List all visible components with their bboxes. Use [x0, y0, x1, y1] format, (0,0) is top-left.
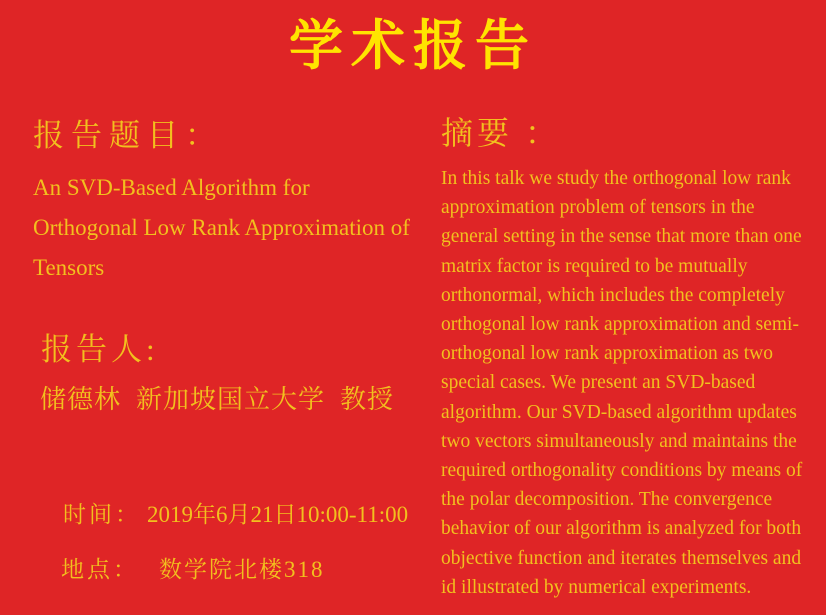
abstract-line-6: orthogonal low rank approximation and semi-	[441, 314, 799, 336]
speaker-name: 储德林 新加坡国立大学 教授	[40, 385, 395, 414]
time-value: 2019年6月21日10:00-11:00	[147, 502, 409, 527]
talk-title-label: 报告题目：	[33, 118, 223, 153]
poster-title: 学术报告	[289, 14, 537, 77]
talk-title-line-1: An SVD-Based Algorithm for	[33, 175, 310, 200]
abstract-line-10: two vectors simultaneously and maintains the	[441, 430, 797, 452]
location-label: 地点：	[61, 557, 139, 582]
abstract-line-8: special cases. We present an SVD-based	[441, 372, 756, 394]
location-value: 数学院北楼318	[159, 557, 325, 582]
abstract-line-4: matrix factor is required to be mutually	[441, 255, 748, 277]
abstract-line-3: general setting in the sense that more than one	[441, 226, 802, 248]
location-row	[38, 525, 325, 610]
talk-title-line-2: Orthogonal Low Rank Approximation of	[33, 215, 410, 240]
abstract-line-7: orthogonal low rank approximation as two	[441, 343, 773, 365]
abstract-line-13: behavior of our algorithm is analyzed for both	[441, 518, 802, 540]
abstract-line-15: id illustrated by numerical experiments.	[441, 576, 752, 598]
abstract-line-5: orthonormal, which includes the completely	[441, 284, 785, 306]
abstract-label: 摘要 ：	[441, 115, 562, 151]
abstract-line-1: In this talk we study the orthogonal low rank	[441, 168, 791, 189]
abstract-line-14: objective function and iterates themselves and	[441, 547, 802, 569]
abstract-line-2: approximation problem of tensors in the	[441, 197, 755, 219]
speaker-label: 报告人:	[41, 332, 159, 367]
talk-title-line-3: Tensors	[33, 255, 105, 280]
abstract-line-11: required orthogonality conditions by means of	[441, 460, 803, 482]
abstract-line-9: algorithm. Our SVD-based algorithm updates	[441, 401, 797, 423]
abstract-line-12: the polar decomposition. The convergence	[441, 489, 773, 511]
time-label: 时间：	[63, 502, 141, 527]
talk-title	[33, 168, 410, 288]
abstract-text	[441, 164, 801, 602]
